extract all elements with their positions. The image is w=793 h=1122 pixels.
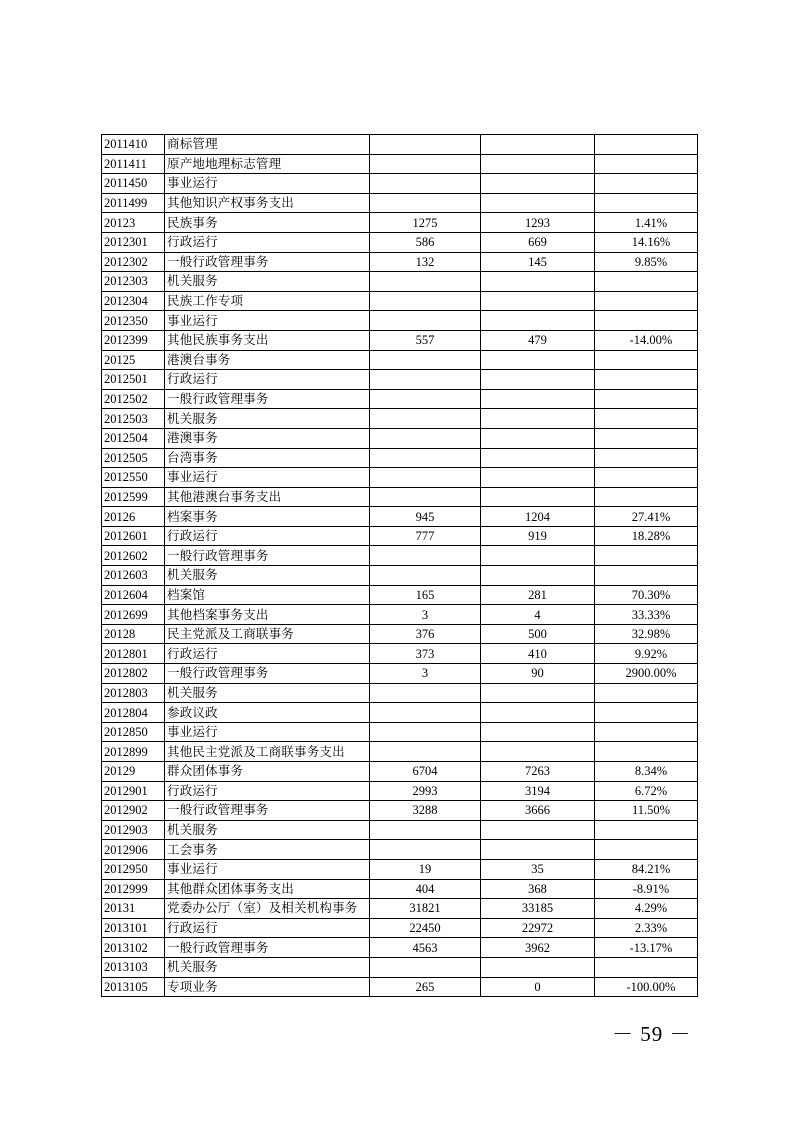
- change-percent-cell: [595, 350, 698, 370]
- prior-amount-cell: 6704: [370, 762, 481, 782]
- table-row: [102, 428, 698, 448]
- account-code-cell: 2012399: [102, 330, 165, 350]
- current-amount-cell: 919: [481, 526, 595, 546]
- table-row: [102, 154, 698, 174]
- table-row: [102, 232, 698, 252]
- prior-amount-cell: [370, 840, 481, 860]
- current-amount-cell: [481, 291, 595, 311]
- account-code-cell: 2012302: [102, 252, 165, 272]
- change-percent-cell: [595, 272, 698, 292]
- account-code-cell: 20123: [102, 213, 165, 233]
- change-percent-cell: 9.92%: [595, 644, 698, 664]
- prior-amount-cell: [370, 174, 481, 194]
- prior-amount-cell: [370, 820, 481, 840]
- change-percent-cell: [595, 487, 698, 507]
- prior-amount-cell: 3: [370, 605, 481, 625]
- table-row: [102, 918, 698, 938]
- account-name-cell: 原产地地理标志管理: [165, 154, 370, 174]
- account-name-cell: 机关服务: [165, 272, 370, 292]
- account-code-cell: 2012901: [102, 781, 165, 801]
- account-name-cell: 商标管理: [165, 135, 370, 155]
- change-percent-cell: 1.41%: [595, 213, 698, 233]
- account-code-cell: 2013101: [102, 918, 165, 938]
- current-amount-cell: [481, 957, 595, 977]
- table-row: [102, 781, 698, 801]
- table-row: [102, 291, 698, 311]
- account-name-cell: 港澳台事务: [165, 350, 370, 370]
- prior-amount-cell: [370, 428, 481, 448]
- prior-amount-cell: 2993: [370, 781, 481, 801]
- change-percent-cell: [595, 154, 698, 174]
- prior-amount-cell: 19: [370, 859, 481, 879]
- prior-amount-cell: [370, 154, 481, 174]
- account-code-cell: 2012599: [102, 487, 165, 507]
- table-row: [102, 213, 698, 233]
- prior-amount-cell: 265: [370, 977, 481, 997]
- table-row: [102, 624, 698, 644]
- account-code-cell: 20131: [102, 899, 165, 919]
- account-name-cell: 档案馆: [165, 585, 370, 605]
- change-percent-cell: 27.41%: [595, 507, 698, 527]
- account-name-cell: 一般行政管理事务: [165, 389, 370, 409]
- account-code-cell: 2012301: [102, 232, 165, 252]
- current-amount-cell: 3666: [481, 801, 595, 821]
- account-name-cell: 一般行政管理事务: [165, 664, 370, 684]
- table-row: [102, 135, 698, 155]
- account-name-cell: 事业运行: [165, 722, 370, 742]
- change-percent-cell: -8.91%: [595, 879, 698, 899]
- account-name-cell: 一般行政管理事务: [165, 938, 370, 958]
- prior-amount-cell: [370, 703, 481, 723]
- prior-amount-cell: 777: [370, 526, 481, 546]
- account-name-cell: 其他档案事务支出: [165, 605, 370, 625]
- account-code-cell: 2012505: [102, 448, 165, 468]
- current-amount-cell: [481, 546, 595, 566]
- account-name-cell: 机关服务: [165, 409, 370, 429]
- change-percent-cell: [595, 174, 698, 194]
- account-code-cell: 2011499: [102, 193, 165, 213]
- current-amount-cell: [481, 409, 595, 429]
- account-code-cell: 2012550: [102, 468, 165, 488]
- account-name-cell: 民族工作专项: [165, 291, 370, 311]
- prior-amount-cell: 1275: [370, 213, 481, 233]
- account-name-cell: 一般行政管理事务: [165, 801, 370, 821]
- current-amount-cell: [481, 468, 595, 488]
- account-name-cell: 行政运行: [165, 644, 370, 664]
- change-percent-cell: 2900.00%: [595, 664, 698, 684]
- prior-amount-cell: [370, 722, 481, 742]
- account-name-cell: 机关服务: [165, 566, 370, 586]
- account-code-cell: 2012804: [102, 703, 165, 723]
- table-row: [102, 487, 698, 507]
- account-name-cell: 工会事务: [165, 840, 370, 860]
- table-row: [102, 722, 698, 742]
- prior-amount-cell: [370, 311, 481, 331]
- prior-amount-cell: 557: [370, 330, 481, 350]
- account-code-cell: 20126: [102, 507, 165, 527]
- account-code-cell: 2011410: [102, 135, 165, 155]
- current-amount-cell: [481, 389, 595, 409]
- change-percent-cell: 9.85%: [595, 252, 698, 272]
- change-percent-cell: [595, 409, 698, 429]
- table-row: [102, 703, 698, 723]
- current-amount-cell: 1293: [481, 213, 595, 233]
- prior-amount-cell: 3: [370, 664, 481, 684]
- change-percent-cell: [595, 389, 698, 409]
- current-amount-cell: 669: [481, 232, 595, 252]
- change-percent-cell: 4.29%: [595, 899, 698, 919]
- current-amount-cell: [481, 722, 595, 742]
- change-percent-cell: [595, 370, 698, 390]
- account-code-cell: 2012906: [102, 840, 165, 860]
- account-code-cell: 2012502: [102, 389, 165, 409]
- table-row: [102, 664, 698, 684]
- account-name-cell: 港澳事务: [165, 428, 370, 448]
- prior-amount-cell: [370, 566, 481, 586]
- current-amount-cell: 410: [481, 644, 595, 664]
- account-code-cell: 2012501: [102, 370, 165, 390]
- account-code-cell: 20128: [102, 624, 165, 644]
- table-row: [102, 879, 698, 899]
- table-row: [102, 311, 698, 331]
- change-percent-cell: [595, 840, 698, 860]
- current-amount-cell: 35: [481, 859, 595, 879]
- current-amount-cell: [481, 840, 595, 860]
- current-amount-cell: [481, 703, 595, 723]
- account-code-cell: 2012999: [102, 879, 165, 899]
- account-name-cell: 参政议政: [165, 703, 370, 723]
- account-code-cell: 2012850: [102, 722, 165, 742]
- change-percent-cell: [595, 193, 698, 213]
- budget-table: [101, 134, 698, 997]
- current-amount-cell: [481, 311, 595, 331]
- prior-amount-cell: 165: [370, 585, 481, 605]
- change-percent-cell: [595, 135, 698, 155]
- prior-amount-cell: [370, 448, 481, 468]
- change-percent-cell: [595, 291, 698, 311]
- account-name-cell: 其他知识产权事务支出: [165, 193, 370, 213]
- table-row: [102, 899, 698, 919]
- prior-amount-cell: [370, 135, 481, 155]
- current-amount-cell: 4: [481, 605, 595, 625]
- account-code-cell: 2012902: [102, 801, 165, 821]
- current-amount-cell: 3962: [481, 938, 595, 958]
- account-code-cell: 2012802: [102, 664, 165, 684]
- account-name-cell: 专项业务: [165, 977, 370, 997]
- table-row: [102, 840, 698, 860]
- prior-amount-cell: 132: [370, 252, 481, 272]
- change-percent-cell: 33.33%: [595, 605, 698, 625]
- current-amount-cell: [481, 135, 595, 155]
- table-row: [102, 193, 698, 213]
- account-name-cell: 事业运行: [165, 174, 370, 194]
- change-percent-cell: 11.50%: [595, 801, 698, 821]
- account-name-cell: 事业运行: [165, 311, 370, 331]
- change-percent-cell: [595, 722, 698, 742]
- account-name-cell: 行政运行: [165, 370, 370, 390]
- account-code-cell: 2011411: [102, 154, 165, 174]
- prior-amount-cell: [370, 389, 481, 409]
- account-name-cell: 行政运行: [165, 781, 370, 801]
- prior-amount-cell: [370, 193, 481, 213]
- account-name-cell: 民族事务: [165, 213, 370, 233]
- account-name-cell: 事业运行: [165, 468, 370, 488]
- current-amount-cell: [481, 350, 595, 370]
- prior-amount-cell: 3288: [370, 801, 481, 821]
- prior-amount-cell: 373: [370, 644, 481, 664]
- account-name-cell: 其他群众团体事务支出: [165, 879, 370, 899]
- current-amount-cell: 145: [481, 252, 595, 272]
- account-code-cell: 2012350: [102, 311, 165, 331]
- table-row: [102, 468, 698, 488]
- change-percent-cell: 32.98%: [595, 624, 698, 644]
- prior-amount-cell: [370, 683, 481, 703]
- account-code-cell: 2012603: [102, 566, 165, 586]
- account-name-cell: 机关服务: [165, 820, 370, 840]
- current-amount-cell: [481, 154, 595, 174]
- table-row: [102, 448, 698, 468]
- change-percent-cell: 14.16%: [595, 232, 698, 252]
- current-amount-cell: 0: [481, 977, 595, 997]
- table-row: [102, 507, 698, 527]
- prior-amount-cell: 31821: [370, 899, 481, 919]
- page-number: － 59 －: [612, 1022, 692, 1046]
- change-percent-cell: 70.30%: [595, 585, 698, 605]
- table-row: [102, 859, 698, 879]
- account-name-cell: 行政运行: [165, 526, 370, 546]
- current-amount-cell: [481, 428, 595, 448]
- account-code-cell: 2013103: [102, 957, 165, 977]
- table-row: [102, 370, 698, 390]
- current-amount-cell: [481, 487, 595, 507]
- current-amount-cell: 90: [481, 664, 595, 684]
- account-code-cell: 2012803: [102, 683, 165, 703]
- prior-amount-cell: [370, 291, 481, 311]
- change-percent-cell: [595, 683, 698, 703]
- account-code-cell: 2013102: [102, 938, 165, 958]
- account-code-cell: 2012303: [102, 272, 165, 292]
- table-row: [102, 409, 698, 429]
- table-row: [102, 762, 698, 782]
- change-percent-cell: 8.34%: [595, 762, 698, 782]
- current-amount-cell: 479: [481, 330, 595, 350]
- account-name-cell: 其他港澳台事务支出: [165, 487, 370, 507]
- prior-amount-cell: 404: [370, 879, 481, 899]
- current-amount-cell: [481, 683, 595, 703]
- table-row: [102, 938, 698, 958]
- account-name-cell: 行政运行: [165, 232, 370, 252]
- table-row: [102, 526, 698, 546]
- account-code-cell: 20125: [102, 350, 165, 370]
- current-amount-cell: 1204: [481, 507, 595, 527]
- account-code-cell: 2012903: [102, 820, 165, 840]
- table-row: [102, 585, 698, 605]
- account-name-cell: 机关服务: [165, 683, 370, 703]
- table-row: [102, 330, 698, 350]
- account-code-cell: 2012304: [102, 291, 165, 311]
- account-code-cell: 2011450: [102, 174, 165, 194]
- account-name-cell: 一般行政管理事务: [165, 252, 370, 272]
- account-code-cell: 2013105: [102, 977, 165, 997]
- table-row: [102, 820, 698, 840]
- table-row: [102, 605, 698, 625]
- change-percent-cell: 84.21%: [595, 859, 698, 879]
- account-code-cell: 2012699: [102, 605, 165, 625]
- account-name-cell: 其他民主党派及工商联事务支出: [165, 742, 370, 762]
- change-percent-cell: 6.72%: [595, 781, 698, 801]
- account-name-cell: 党委办公厅（室）及相关机构事务: [165, 899, 370, 919]
- current-amount-cell: 281: [481, 585, 595, 605]
- table-row: [102, 252, 698, 272]
- change-percent-cell: [595, 428, 698, 448]
- change-percent-cell: 18.28%: [595, 526, 698, 546]
- prior-amount-cell: 22450: [370, 918, 481, 938]
- current-amount-cell: [481, 448, 595, 468]
- prior-amount-cell: [370, 546, 481, 566]
- prior-amount-cell: [370, 487, 481, 507]
- table-row: [102, 566, 698, 586]
- table-row: [102, 683, 698, 703]
- table-row: [102, 389, 698, 409]
- account-code-cell: 2012602: [102, 546, 165, 566]
- change-percent-cell: [595, 957, 698, 977]
- current-amount-cell: [481, 820, 595, 840]
- change-percent-cell: [595, 546, 698, 566]
- account-code-cell: 2012950: [102, 859, 165, 879]
- account-name-cell: 行政运行: [165, 918, 370, 938]
- current-amount-cell: [481, 174, 595, 194]
- account-name-cell: 台湾事务: [165, 448, 370, 468]
- current-amount-cell: 3194: [481, 781, 595, 801]
- table-row: [102, 350, 698, 370]
- current-amount-cell: [481, 742, 595, 762]
- account-name-cell: 档案事务: [165, 507, 370, 527]
- account-name-cell: 群众团体事务: [165, 762, 370, 782]
- current-amount-cell: 500: [481, 624, 595, 644]
- table-row: [102, 801, 698, 821]
- account-code-cell: 2012604: [102, 585, 165, 605]
- table-body: [102, 135, 698, 997]
- account-name-cell: 一般行政管理事务: [165, 546, 370, 566]
- current-amount-cell: 22972: [481, 918, 595, 938]
- account-code-cell: 2012801: [102, 644, 165, 664]
- current-amount-cell: [481, 272, 595, 292]
- account-code-cell: 2012504: [102, 428, 165, 448]
- current-amount-cell: 368: [481, 879, 595, 899]
- prior-amount-cell: [370, 409, 481, 429]
- account-code-cell: 2012601: [102, 526, 165, 546]
- current-amount-cell: 7263: [481, 762, 595, 782]
- change-percent-cell: [595, 742, 698, 762]
- prior-amount-cell: 4563: [370, 938, 481, 958]
- change-percent-cell: 2.33%: [595, 918, 698, 938]
- change-percent-cell: [595, 703, 698, 723]
- prior-amount-cell: [370, 272, 481, 292]
- account-name-cell: 其他民族事务支出: [165, 330, 370, 350]
- table-row: [102, 977, 698, 997]
- change-percent-cell: [595, 468, 698, 488]
- current-amount-cell: [481, 566, 595, 586]
- change-percent-cell: [595, 448, 698, 468]
- account-code-cell: 20129: [102, 762, 165, 782]
- change-percent-cell: [595, 311, 698, 331]
- prior-amount-cell: [370, 742, 481, 762]
- table-row: [102, 174, 698, 194]
- change-percent-cell: [595, 820, 698, 840]
- table-row: [102, 742, 698, 762]
- prior-amount-cell: [370, 468, 481, 488]
- table-row: [102, 957, 698, 977]
- prior-amount-cell: 586: [370, 232, 481, 252]
- current-amount-cell: [481, 193, 595, 213]
- prior-amount-cell: [370, 370, 481, 390]
- prior-amount-cell: [370, 350, 481, 370]
- prior-amount-cell: 945: [370, 507, 481, 527]
- table-row: [102, 546, 698, 566]
- account-code-cell: 2012899: [102, 742, 165, 762]
- change-percent-cell: [595, 566, 698, 586]
- change-percent-cell: -14.00%: [595, 330, 698, 350]
- table-row: [102, 272, 698, 292]
- account-name-cell: 机关服务: [165, 957, 370, 977]
- account-code-cell: 2012503: [102, 409, 165, 429]
- prior-amount-cell: [370, 957, 481, 977]
- prior-amount-cell: 376: [370, 624, 481, 644]
- current-amount-cell: 33185: [481, 899, 595, 919]
- change-percent-cell: -13.17%: [595, 938, 698, 958]
- account-name-cell: 民主党派及工商联事务: [165, 624, 370, 644]
- current-amount-cell: [481, 370, 595, 390]
- account-name-cell: 事业运行: [165, 859, 370, 879]
- table-row: [102, 644, 698, 664]
- change-percent-cell: -100.00%: [595, 977, 698, 997]
